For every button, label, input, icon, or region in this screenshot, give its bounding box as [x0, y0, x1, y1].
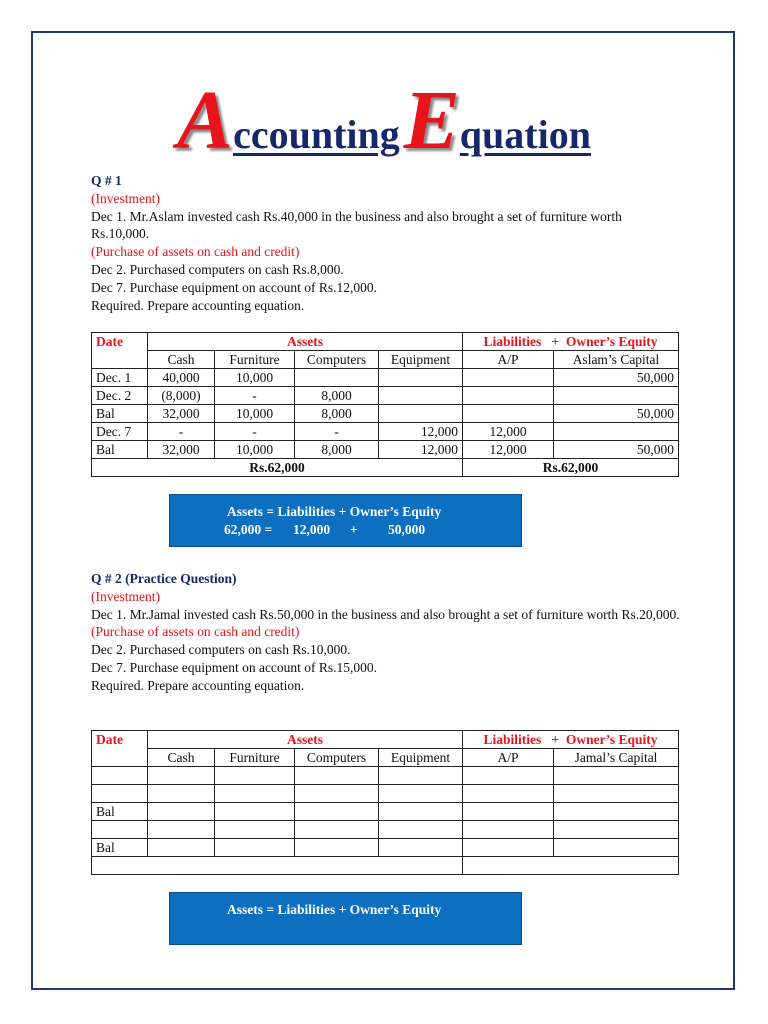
cell-cash	[148, 821, 215, 839]
table-row	[92, 387, 679, 405]
col-equipment: Equipment	[379, 351, 463, 369]
equation-equity-value: 50,000	[388, 522, 426, 537]
cell-capital	[554, 803, 679, 821]
cell-cash: 32,000	[148, 441, 215, 459]
col-cash: Cash	[148, 351, 215, 369]
cell-equipment	[379, 387, 463, 405]
cell-capital: 50,000	[554, 369, 679, 387]
table-subheader-row	[92, 749, 679, 767]
table-header-row	[92, 731, 679, 749]
cell-capital	[554, 767, 679, 785]
date-header: Date	[92, 333, 148, 369]
cell-furniture	[215, 785, 295, 803]
cell-capital: 50,000	[554, 405, 679, 423]
page-title	[0, 74, 768, 167]
cell-capital	[554, 423, 679, 441]
cell-equipment	[379, 405, 463, 423]
cell-ap: 12,000	[463, 423, 554, 441]
cell-furniture: 10,000	[215, 441, 295, 459]
cell-furniture	[215, 821, 295, 839]
cell-capital	[554, 387, 679, 405]
col-furniture: Furniture	[215, 351, 295, 369]
col-capital: Aslam’s Capital	[554, 351, 679, 369]
question-1-heading: Q # 1	[91, 173, 122, 188]
liabilities-equity-header: Liabilities + Owner’s Equity	[463, 333, 679, 351]
cell-computers	[295, 767, 379, 785]
col-furniture: Furniture	[215, 749, 295, 767]
total-assets	[92, 857, 463, 875]
cell-date: Bal	[92, 803, 148, 821]
assets-header: Assets	[148, 333, 463, 351]
section-purchase: (Purchase of assets on cash and credit)	[91, 624, 300, 640]
equation-text: Assets = Liabilities + Owner’s Equity	[227, 504, 442, 519]
cell-date	[92, 821, 148, 839]
cell-ap	[463, 821, 554, 839]
cell-cash	[148, 767, 215, 785]
cell-furniture: 10,000	[215, 369, 295, 387]
equation-assets-value: 62,000 =	[224, 522, 273, 537]
cell-ap	[463, 369, 554, 387]
table-row	[92, 839, 679, 857]
cell-cash: 40,000	[148, 369, 215, 387]
cell-ap	[463, 803, 554, 821]
cell-furniture: 10,000	[215, 405, 295, 423]
question-1-line-3: Dec 7. Purchase equipment on account of Rs.12,000.	[91, 279, 378, 295]
question-2-heading: Q # 2 (Practice Question)	[91, 571, 237, 586]
cell-computers: 8,000	[295, 387, 379, 405]
section-investment: (Investment)	[91, 190, 160, 206]
cell-equipment	[379, 767, 463, 785]
cell-capital	[554, 839, 679, 857]
equation-box-1	[169, 494, 522, 547]
cell-furniture	[215, 767, 295, 785]
equation-box-2	[169, 892, 522, 945]
question-2-line-2: Dec 2. Purchased computers on cash Rs.10,000.	[91, 642, 351, 658]
question-2-line-4: Required. Prepare accounting equation.	[91, 677, 305, 693]
cell-equipment	[379, 369, 463, 387]
table-row	[92, 405, 679, 423]
equation-text: Assets = Liabilities + Owner’s Equity	[227, 902, 442, 917]
total-liabilities-equity	[463, 857, 679, 875]
question-1-line-1: Dec 1. Mr.Aslam invested cash Rs.40,000 in the business and also brought a set of furniture worth Rs.10,000.	[91, 208, 622, 242]
col-equipment: Equipment	[379, 749, 463, 767]
table-row	[92, 767, 679, 785]
cell-cash: -	[148, 423, 215, 441]
equation-table-2	[91, 730, 679, 875]
col-capital: Jamal’s Capital	[554, 749, 679, 767]
cell-furniture: -	[215, 387, 295, 405]
cell-cash	[148, 803, 215, 821]
equation-table-1	[91, 332, 679, 477]
cell-furniture: -	[215, 423, 295, 441]
cell-computers	[295, 803, 379, 821]
table-row	[92, 441, 679, 459]
assets-header: Assets	[148, 731, 463, 749]
cell-ap	[463, 839, 554, 857]
title-initial-e: E	[403, 74, 460, 167]
title-word-accounting: ccounting	[233, 112, 400, 157]
cell-computers	[295, 785, 379, 803]
col-ap: A/P	[463, 749, 554, 767]
cell-capital	[554, 821, 679, 839]
question-2-line-1: Dec 1. Mr.Jamal invested cash Rs.50,000 in the business and also brought a set of furniture worth Rs.20,000.	[91, 606, 680, 622]
cell-ap	[463, 405, 554, 423]
cell-date: Bal	[92, 441, 148, 459]
cell-furniture	[215, 839, 295, 857]
question-1	[91, 172, 681, 314]
title-word-equation: quation	[459, 112, 591, 157]
section-investment: (Investment)	[91, 588, 160, 604]
cell-computers: -	[295, 423, 379, 441]
cell-date: Bal	[92, 405, 148, 423]
question-1-line-4: Required. Prepare accounting equation.	[91, 297, 305, 313]
equation-liabilities-value: 12,000	[293, 522, 331, 537]
cell-ap	[463, 387, 554, 405]
cell-equipment	[379, 803, 463, 821]
cell-equipment	[379, 839, 463, 857]
cell-cash: 32,000	[148, 405, 215, 423]
col-ap: A/P	[463, 351, 554, 369]
cell-equipment: 12,000	[379, 441, 463, 459]
cell-computers	[295, 821, 379, 839]
table-subheader-row	[92, 351, 679, 369]
totals-row	[92, 459, 679, 477]
cell-equipment: 12,000	[379, 423, 463, 441]
cell-equipment	[379, 821, 463, 839]
question-1-line-2: Dec 2. Purchased computers on cash Rs.8,000.	[91, 261, 344, 277]
table-header-row	[92, 333, 679, 351]
section-purchase: (Purchase of assets on cash and credit)	[91, 244, 300, 260]
cell-furniture	[215, 803, 295, 821]
cell-date: Dec. 1	[92, 369, 148, 387]
cell-computers	[295, 369, 379, 387]
cell-date	[92, 785, 148, 803]
liabilities-equity-header: Liabilities + Owner’s Equity	[463, 731, 679, 749]
table-row	[92, 423, 679, 441]
cell-ap	[463, 785, 554, 803]
cell-cash: (8,000)	[148, 387, 215, 405]
cell-date	[92, 767, 148, 785]
cell-equipment	[379, 785, 463, 803]
total-assets: Rs.62,000	[92, 459, 463, 477]
cell-computers: 8,000	[295, 441, 379, 459]
cell-cash	[148, 839, 215, 857]
question-2	[91, 570, 681, 695]
question-2-line-3: Dec 7. Purchase equipment on account of Rs.15,000.	[91, 659, 378, 675]
col-cash: Cash	[148, 749, 215, 767]
cell-computers: 8,000	[295, 405, 379, 423]
equation-plus-sign: +	[350, 522, 358, 537]
cell-cash	[148, 785, 215, 803]
col-computers: Computers	[295, 749, 379, 767]
totals-row	[92, 857, 679, 875]
table-row	[92, 785, 679, 803]
cell-date: Dec. 2	[92, 387, 148, 405]
table-row	[92, 803, 679, 821]
cell-ap	[463, 767, 554, 785]
cell-ap: 12,000	[463, 441, 554, 459]
col-computers: Computers	[295, 351, 379, 369]
title-initial-a: A	[177, 74, 234, 167]
table-row	[92, 369, 679, 387]
cell-date: Bal	[92, 839, 148, 857]
cell-capital: 50,000	[554, 441, 679, 459]
date-header: Date	[92, 731, 148, 767]
cell-capital	[554, 785, 679, 803]
cell-date: Dec. 7	[92, 423, 148, 441]
cell-computers	[295, 839, 379, 857]
table-row	[92, 821, 679, 839]
total-liabilities-equity: Rs.62,000	[463, 459, 679, 477]
